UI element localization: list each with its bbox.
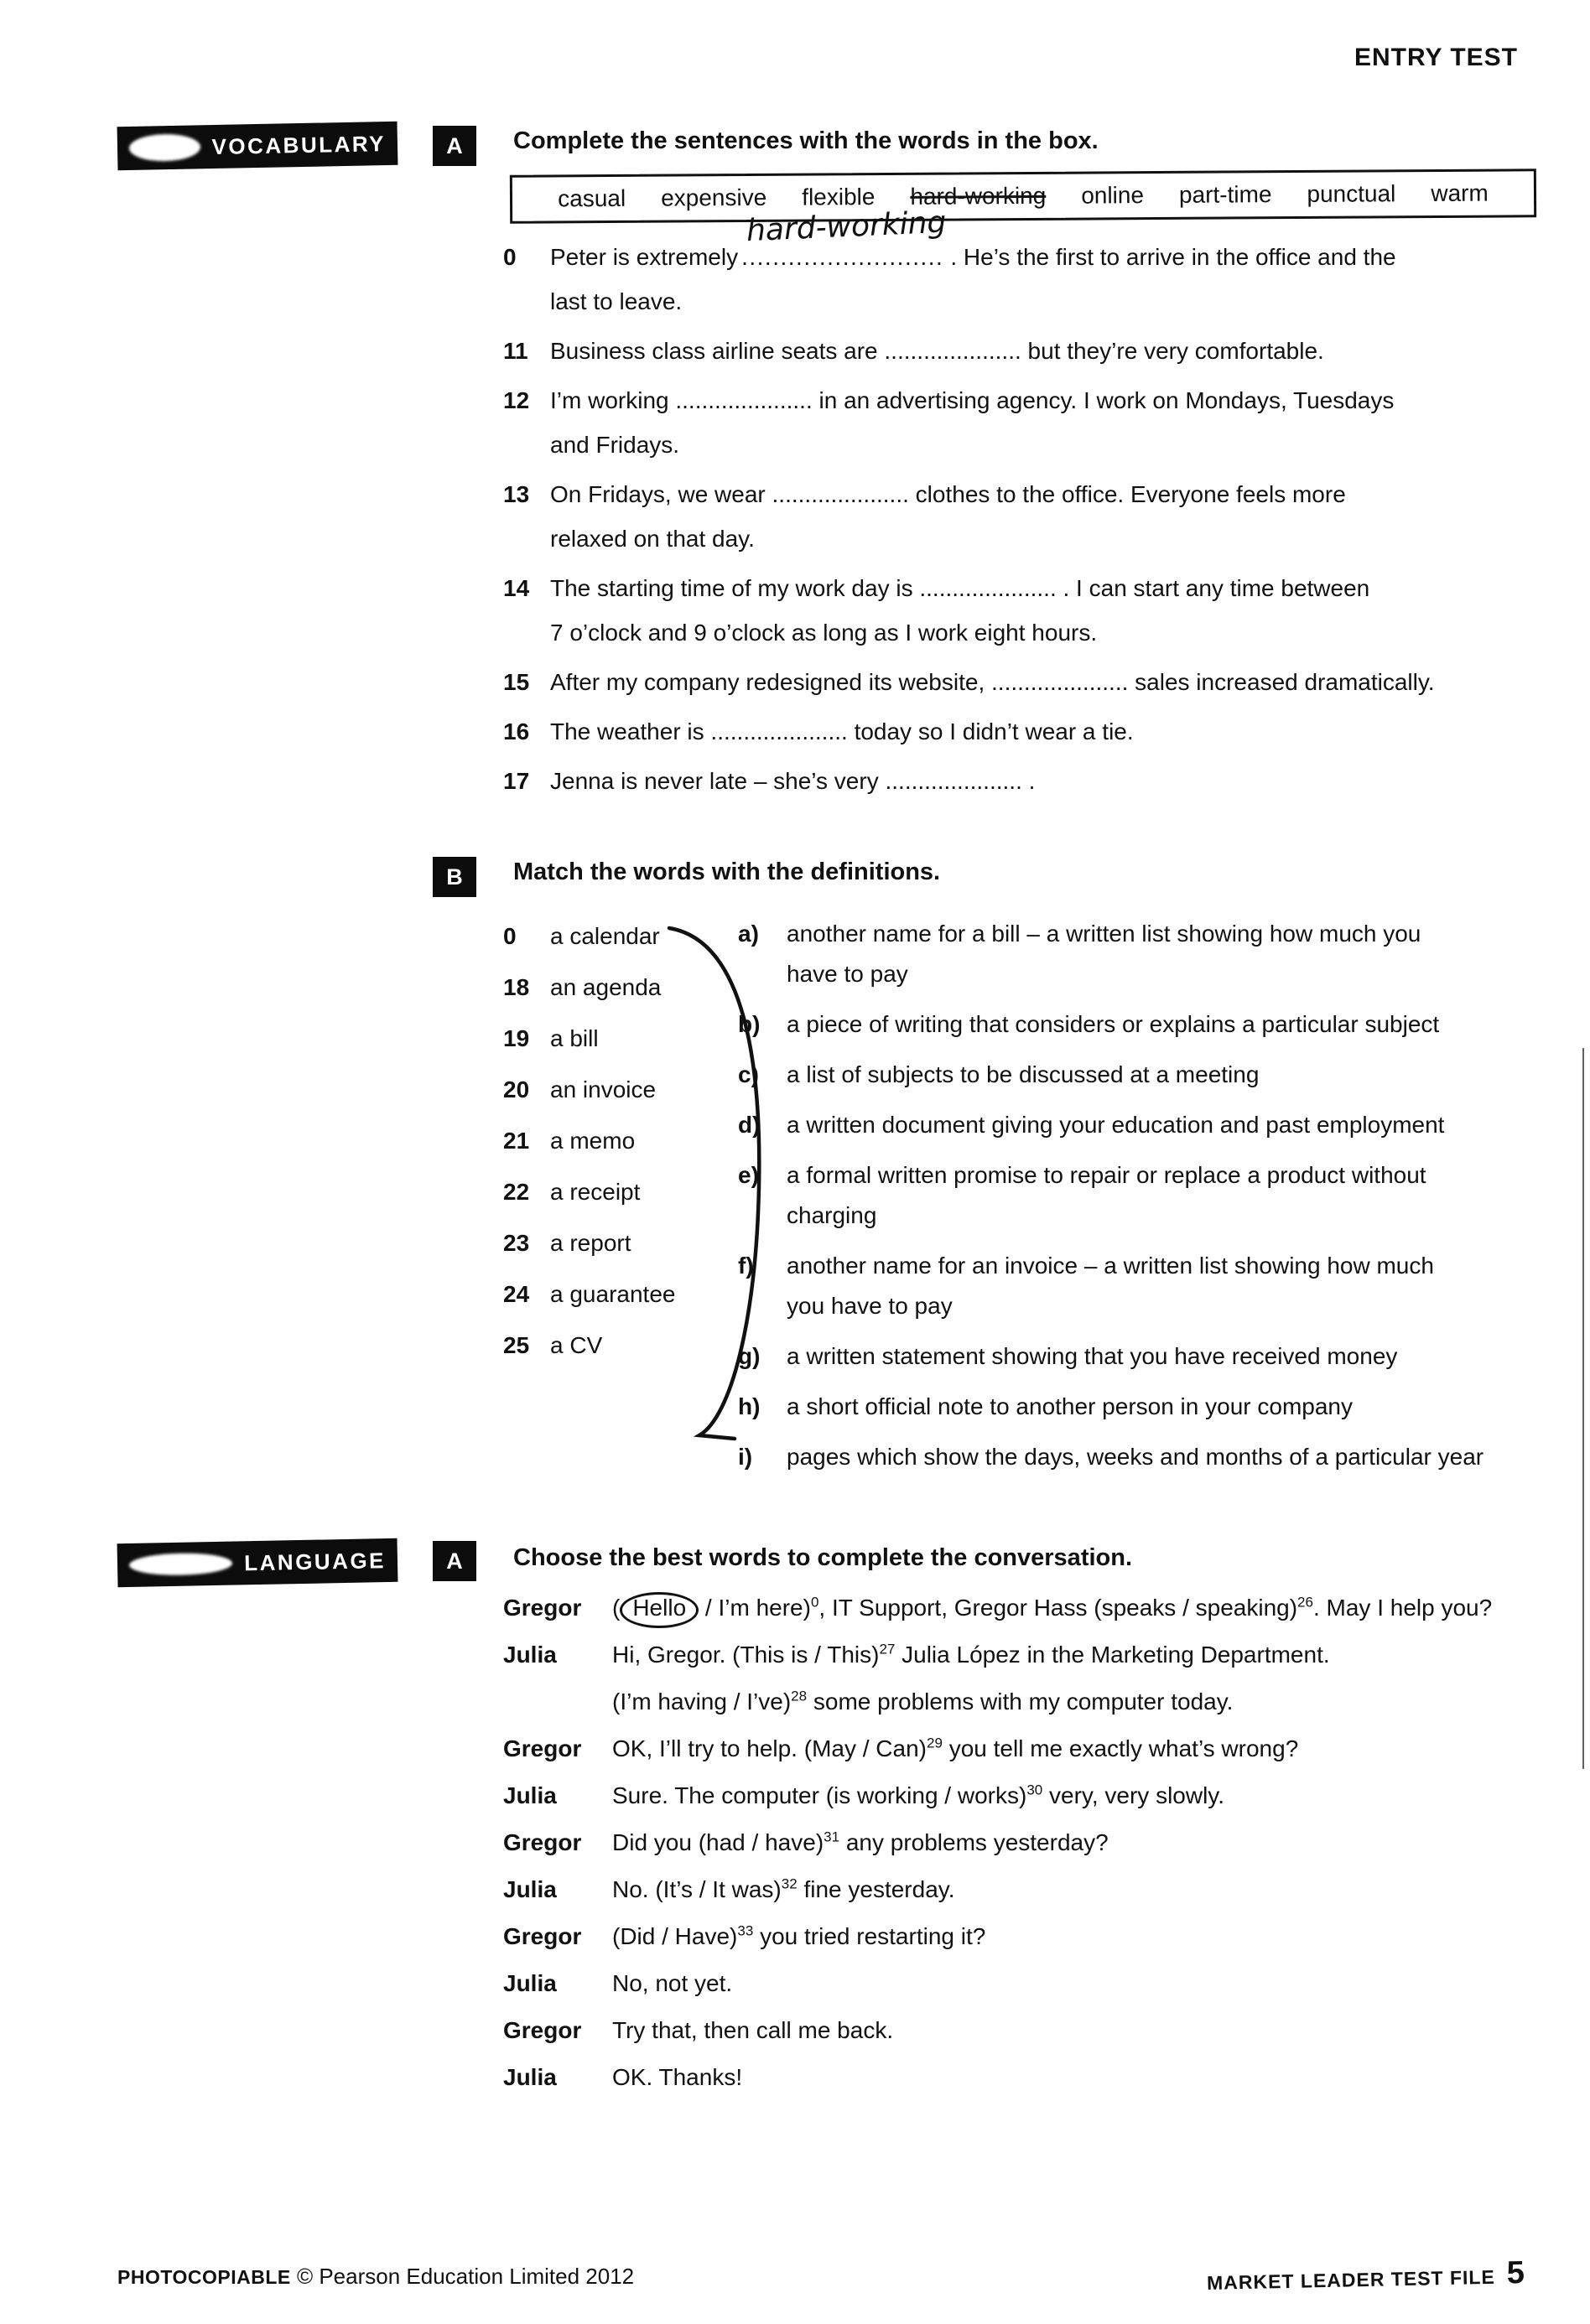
word-box-word: punctual (1307, 180, 1396, 207)
dialogue-row (503, 1821, 1560, 1865)
superscript-number: 28 (791, 1688, 808, 1704)
definition-letter: d) (738, 1112, 761, 1138)
blank-dots: .......................... (741, 244, 944, 270)
speaker-name: Gregor (503, 1595, 582, 1621)
vocab-item (503, 378, 1543, 467)
match-word-number: 20 (503, 1076, 530, 1102)
item-line: I’m working ..................... in an advertising agency. I work on Mondays, Tuesdays (550, 387, 1395, 413)
dialogue-row (503, 1633, 1560, 1677)
dialogue-row (503, 1962, 1560, 2005)
dialogue-text (612, 1586, 1560, 1630)
dialogue-text (612, 1915, 1560, 1958)
definition-line: you have to pay (787, 1293, 953, 1319)
word-box-word: part-time (1178, 181, 1272, 208)
match-word-number: 19 (503, 1025, 530, 1051)
speaker-name (503, 1680, 612, 1724)
speaker-name: Julia (503, 1782, 557, 1808)
definition-row (738, 1004, 1577, 1045)
match-word: an agenda (550, 974, 662, 1000)
superscript-number: 33 (737, 1922, 754, 1939)
footer-right (1207, 2255, 1525, 2298)
definition-row (738, 1105, 1577, 1145)
superscript-number: 32 (781, 1875, 798, 1892)
speaker-name: Gregor (503, 1923, 582, 1949)
scan-artifact-line (1582, 1048, 1584, 1769)
match-word-row (503, 1016, 755, 1061)
dialogue-segment: any problems yesterday? (839, 1829, 1109, 1855)
dialogue-text (612, 1821, 1560, 1865)
dialogue-segment: you tried restarting it? (753, 1923, 986, 1949)
badge-logo-icon (129, 133, 200, 162)
speaker-name: Gregor (503, 1735, 582, 1761)
handwritten-answer: hard-working (746, 205, 948, 249)
definition-line: a written statement showing that you have received money (787, 1343, 1398, 1369)
definition-text (787, 1004, 1577, 1045)
item-line: Jenna is never late – she’s very ..................... . (550, 768, 1036, 794)
item-text (550, 566, 1543, 655)
definition-text (787, 1155, 1577, 1236)
definition-text (787, 1055, 1577, 1095)
language-section-badge (117, 1538, 398, 1587)
vocab-item (503, 660, 1543, 704)
dialogue-text (612, 2009, 1560, 2052)
definition-letter: h) (738, 1393, 761, 1419)
page-title: ENTRY TEST (1354, 44, 1518, 71)
match-word-number: 21 (503, 1128, 530, 1154)
badge-logo-icon (129, 1553, 233, 1576)
match-word-number: 18 (503, 974, 530, 1000)
dialogue-segment: . May I help you? (1312, 1595, 1493, 1621)
match-word: a bill (550, 1025, 599, 1051)
dialogue-segment: OK, I’ll try to help. (May / Can) (612, 1735, 927, 1761)
definition-line: a formal written promise to repair or replace a product without (787, 1162, 1426, 1188)
vocab-item (503, 566, 1543, 655)
definition-letter: a) (738, 921, 759, 947)
definition-list (738, 914, 1577, 1487)
match-word: a CV (550, 1332, 603, 1358)
dialogue-row (503, 1586, 1560, 1630)
superscript-number: 31 (824, 1829, 840, 1845)
match-word-number: 25 (503, 1332, 530, 1358)
dialogue-segment: Hi, Gregor. (This is / This) (612, 1642, 880, 1668)
page-number: 5 (1506, 2255, 1525, 2291)
dialogue-segment: No, not yet. (612, 1970, 733, 1996)
word-box-word: warm (1431, 179, 1489, 207)
item-line: relaxed on that day. (550, 526, 755, 552)
definition-line: have to pay (787, 961, 908, 987)
superscript-number: 29 (927, 1735, 943, 1751)
definition-line: pages which show the days, weeks and months of a particular year (787, 1444, 1484, 1470)
vocab-example-item (503, 205, 1543, 324)
definition-line: another name for an invoice – a written list showing how much (787, 1253, 1434, 1279)
match-word-number: 22 (503, 1179, 530, 1205)
dialogue-segment: ( (612, 1595, 621, 1621)
dialogue-row (503, 1868, 1560, 1912)
item-text (550, 709, 1543, 754)
dialogue-row (503, 1680, 1560, 1724)
item-line-prefix: Peter is extremely (550, 244, 739, 270)
word-box (510, 169, 1536, 223)
definition-row (738, 914, 1577, 994)
item-line: After my company redesigned its website, ..................... sales increased dramatically. (550, 669, 1435, 695)
language-exercise-a-badge: A (433, 1541, 476, 1581)
definition-line: another name for a bill – a written list showing how much you (787, 921, 1421, 947)
match-word: an invoice (550, 1076, 657, 1102)
dialogue-segment: / I’m here) (699, 1595, 811, 1621)
dialogue-text (612, 2056, 1560, 2099)
vocabulary-section-label: VOCABULARY (211, 130, 387, 159)
speaker-name: Julia (503, 1876, 557, 1902)
definition-letter: g) (738, 1343, 761, 1369)
speaker-name: Julia (503, 2064, 557, 2090)
exercise-a-instruction: Complete the sentences with the words in the box. (513, 127, 1099, 154)
item-line (550, 205, 1543, 279)
definition-text (787, 1105, 1577, 1145)
definition-line: charging (787, 1202, 877, 1228)
exercise-b-instruction: Match the words with the definitions. (513, 859, 941, 885)
item-line: The starting time of my work day is ..................... . I can start any time between (550, 575, 1370, 601)
circled-answer: Hello (620, 1592, 699, 1628)
match-word-row (503, 1067, 755, 1112)
dialogue-text (612, 1680, 1560, 1724)
dialogue-segment: some problems with my computer today. (807, 1689, 1234, 1714)
item-text (550, 329, 1543, 373)
definition-line: a written document giving your education and past employment (787, 1112, 1445, 1138)
speaker-name: Gregor (503, 1829, 582, 1855)
dialogue-row (503, 2009, 1560, 2052)
dialogue-row (503, 1915, 1560, 1958)
exercise-a-badge: A (433, 126, 476, 166)
match-word: a memo (550, 1128, 636, 1154)
definition-letter: b) (738, 1011, 761, 1037)
match-word-row (503, 914, 755, 958)
item-line: The weather is ..................... today so I didn’t wear a tie. (550, 718, 1134, 744)
definition-text (787, 1246, 1577, 1326)
dialogue-segment: Sure. The computer (is working / works) (612, 1782, 1027, 1808)
dialogue-text (612, 1962, 1560, 2005)
match-word-row (503, 1272, 755, 1316)
dialogue-segment: Julia López in the Marketing Department. (895, 1642, 1330, 1668)
definition-letter: c) (738, 1061, 759, 1087)
definition-text (787, 1336, 1577, 1377)
series-title: MARKET LEADER TEST FILE (1206, 2265, 1496, 2294)
word-box-word: online (1081, 182, 1145, 209)
dialogue-segment: , IT Support, Gregor Hass (speaks / speaking) (818, 1595, 1298, 1621)
item-text (550, 472, 1543, 561)
dialogue-segment: Try that, then call me back. (612, 2017, 894, 2043)
item-line: 7 o’clock and 9 o’clock as long as I work eight hours. (550, 620, 1098, 646)
item-line: and Fridays. (550, 432, 680, 458)
speaker-name: Julia (503, 1970, 557, 1996)
item-text (550, 759, 1543, 803)
vocab-item (503, 472, 1543, 561)
match-word-row (503, 1170, 755, 1214)
match-word-row (503, 1118, 755, 1163)
item-text (550, 205, 1543, 324)
definition-text (787, 914, 1577, 994)
match-word-row (503, 1221, 755, 1265)
speaker-name: Gregor (503, 2017, 582, 2043)
vocabulary-section-badge (117, 122, 398, 170)
dialogue-segment: fine yesterday. (797, 1876, 955, 1902)
match-word-number: 23 (503, 1230, 530, 1256)
definition-text (787, 1437, 1577, 1477)
definition-letter: e) (738, 1162, 759, 1188)
item-line: last to leave. (550, 288, 683, 314)
vocab-item (503, 329, 1543, 373)
dialogue-segment: (I’m having / I’ve) (612, 1689, 792, 1714)
copyright-text: © Pearson Education Limited 2012 (296, 2264, 635, 2289)
superscript-number: 27 (879, 1641, 896, 1657)
item-number: 13 (503, 481, 530, 507)
dialogue-row (503, 2056, 1560, 2099)
item-number: 14 (503, 575, 530, 601)
match-word-number: 24 (503, 1281, 530, 1307)
item-number: 16 (503, 718, 530, 744)
definition-letter: i) (738, 1444, 753, 1470)
match-word-row (503, 965, 755, 1009)
language-section-label: LANGUAGE (243, 1547, 387, 1575)
superscript-number: 30 (1026, 1782, 1043, 1798)
dialogue-segment: Did you (had / have) (612, 1829, 824, 1855)
vocab-item (503, 709, 1543, 754)
word-box-word: hard-working (910, 182, 1047, 210)
exercise-b-badge: B (433, 857, 476, 897)
definition-row (738, 1336, 1577, 1377)
word-box-word: flexible (802, 184, 876, 210)
definition-letter: f) (738, 1253, 754, 1279)
definition-row (738, 1246, 1577, 1326)
match-word: a receipt (550, 1179, 641, 1205)
item-text (550, 378, 1543, 467)
dialogue-segment: OK. Thanks! (612, 2064, 743, 2090)
definition-line: a list of subjects to be discussed at a meeting (787, 1061, 1260, 1087)
superscript-number: 0 (810, 1594, 819, 1611)
definition-row (738, 1387, 1577, 1427)
dialogue-text (612, 1774, 1560, 1818)
definition-row (738, 1055, 1577, 1095)
word-box-word: expensive (661, 184, 767, 211)
definition-line: a piece of writing that considers or explains a particular subject (787, 1011, 1440, 1037)
footer-left (117, 2264, 634, 2290)
word-box-word: casual (558, 184, 626, 212)
dialogue-text (612, 1727, 1560, 1771)
match-word-list (503, 914, 755, 1374)
match-word: a report (550, 1230, 631, 1256)
dialogue-row (503, 1774, 1560, 1818)
dialogue (503, 1586, 1560, 2103)
item-line: On Fridays, we wear ..................... clothes to the office. Everyone feels more (550, 481, 1346, 507)
dialogue-segment: (Did / Have) (612, 1923, 738, 1949)
definition-row (738, 1155, 1577, 1236)
dialogue-segment: you tell me exactly what’s wrong? (942, 1735, 1299, 1761)
item-line: Business class airline seats are ..................... but they’re very comfortable. (550, 338, 1324, 364)
item-number: 12 (503, 387, 530, 413)
answer-blank (741, 205, 948, 279)
definition-text (787, 1387, 1577, 1427)
dialogue-text (612, 1633, 1560, 1677)
item-number: 15 (503, 669, 530, 695)
item-number: 11 (503, 338, 528, 364)
match-word: a guarantee (550, 1281, 676, 1307)
dialogue-row (503, 1727, 1560, 1771)
dialogue-segment: No. (It’s / It was) (612, 1876, 782, 1902)
dialogue-segment: very, very slowly. (1042, 1782, 1225, 1808)
item-number: 0 (503, 244, 517, 270)
item-line-suffix: . He’s the first to arrive in the office and the (950, 244, 1396, 270)
language-exercise-a-instruction: Choose the best words to complete the conversation. (513, 1544, 1133, 1571)
match-word-number: 0 (503, 923, 517, 949)
match-word-row (503, 1323, 755, 1367)
item-number: 17 (503, 768, 530, 794)
speaker-name: Julia (503, 1642, 557, 1668)
dialogue-text (612, 1868, 1560, 1912)
definition-row (738, 1437, 1577, 1477)
match-word: a calendar (550, 923, 660, 949)
photocopiable-label: PHOTOCOPIABLE (117, 2266, 291, 2288)
vocabulary-items (503, 205, 1543, 808)
vocab-item (503, 759, 1543, 803)
definition-line: a short official note to another person in your company (787, 1393, 1353, 1419)
item-text (550, 660, 1543, 704)
superscript-number: 26 (1297, 1594, 1313, 1611)
